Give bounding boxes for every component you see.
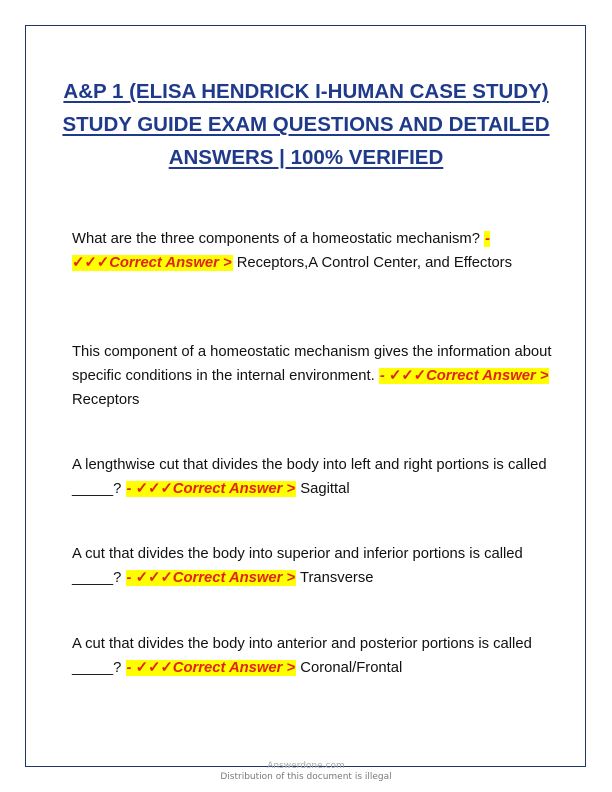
answer-text: Receptors,A Control Center, and Effectors [236,255,512,271]
marker-label: Correct Answer > [172,570,296,586]
answer-text: Sagittal [300,481,350,497]
document-title: A&P 1 (ELISA HENDRICK I-HUMAN CASE STUDY) STUDY GUIDE EXAM QUESTIONS AND DETAILED ANSWERS | 100% VERIFIED [62,80,550,169]
footer-notice: Distribution of this document is illegal [220,772,392,782]
question-text: This component of a homeostatic mechanism gives the information about specific conditions in the internal environment. [72,344,552,384]
marker-label: Correct Answer > [172,481,296,497]
marker-prefix: - [126,481,136,497]
checkmarks-icon: ✓✓✓ [135,660,173,676]
qa-item-5 [72,632,552,680]
answer-text: Transverse [300,570,374,586]
qa-item-2 [72,340,552,412]
footer-site: Answerdone.com [267,761,345,771]
correct-answer-marker [126,570,297,586]
qa-item-4 [72,542,552,590]
marker-prefix: - [126,570,136,586]
checkmarks-icon: ✓✓✓ [388,368,427,384]
marker-prefix: - [126,660,136,676]
question-text: What are the three components of a homeostatic mechanism? [72,231,480,247]
answer-text: Receptors [72,392,140,408]
checkmarks-icon: ✓✓✓ [135,570,173,586]
marker-label: Correct Answer > [172,660,296,676]
marker-label: Correct Answer > [426,368,549,384]
marker-label: Correct Answer > [109,255,232,271]
correct-answer-marker [126,660,297,676]
checkmarks-icon: ✓✓✓ [72,255,110,271]
qa-item-3 [72,453,552,501]
answer-text: Coronal/Frontal [300,660,403,676]
correct-answer-marker [379,368,550,384]
correct-answer-marker [126,481,297,497]
question-text: A cut that divides the body into superior and inferior portions is called _____? [72,546,523,586]
question-text: A lengthwise cut that divides the body into left and right portions is called _____? [72,457,547,497]
marker-prefix: - [485,231,491,247]
qa-item-1 [72,227,552,275]
checkmarks-icon: ✓✓✓ [135,481,173,497]
question-text: A cut that divides the body into anterior and posterior portions is called _____? [72,636,532,676]
marker-prefix: - [379,368,389,384]
